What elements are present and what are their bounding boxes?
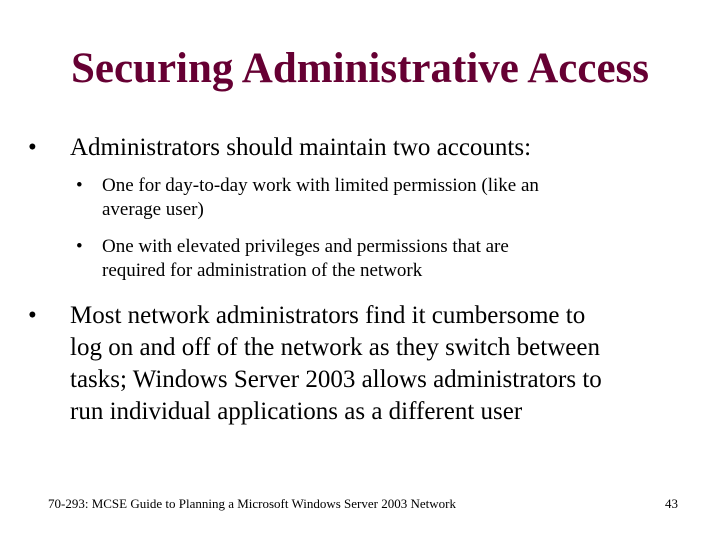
sub-bullet-line: required for administration of the network — [102, 260, 423, 281]
sub-bullet-marker: • — [76, 236, 83, 257]
sub-bullet-line: average user) — [102, 199, 204, 220]
bullet-run-as — [28, 300, 698, 430]
bullet-text: Administrators should maintain two accounts: — [70, 134, 532, 161]
slide-title: Securing Administrative Access — [70, 45, 650, 92]
sub-bullet-marker: • — [76, 175, 83, 196]
sub-bullet-elevated-account — [76, 235, 696, 287]
bullet-line: run individual applications as a different user — [70, 398, 523, 425]
sub-bullet-limited-account — [76, 174, 696, 226]
bullet-line: tasks; Windows Server 2003 allows administrators to — [70, 366, 602, 393]
bullet-administrators — [28, 132, 688, 166]
page-number: 43 — [665, 496, 678, 511]
bullet-line: Most network administrators find it cumbersome to — [70, 302, 586, 329]
sub-bullet-line: One with elevated privileges and permissions that are — [102, 236, 509, 257]
bullet-marker: • — [28, 134, 37, 161]
bullet-line: log on and off of the network as they switch between — [70, 334, 600, 361]
sub-bullet-line: One for day-to-day work with limited permission (like an — [102, 175, 539, 196]
bullet-marker: • — [28, 302, 37, 329]
footer-course-title: 70-293: MCSE Guide to Planning a Microsoft Windows Server 2003 Network — [48, 496, 456, 511]
